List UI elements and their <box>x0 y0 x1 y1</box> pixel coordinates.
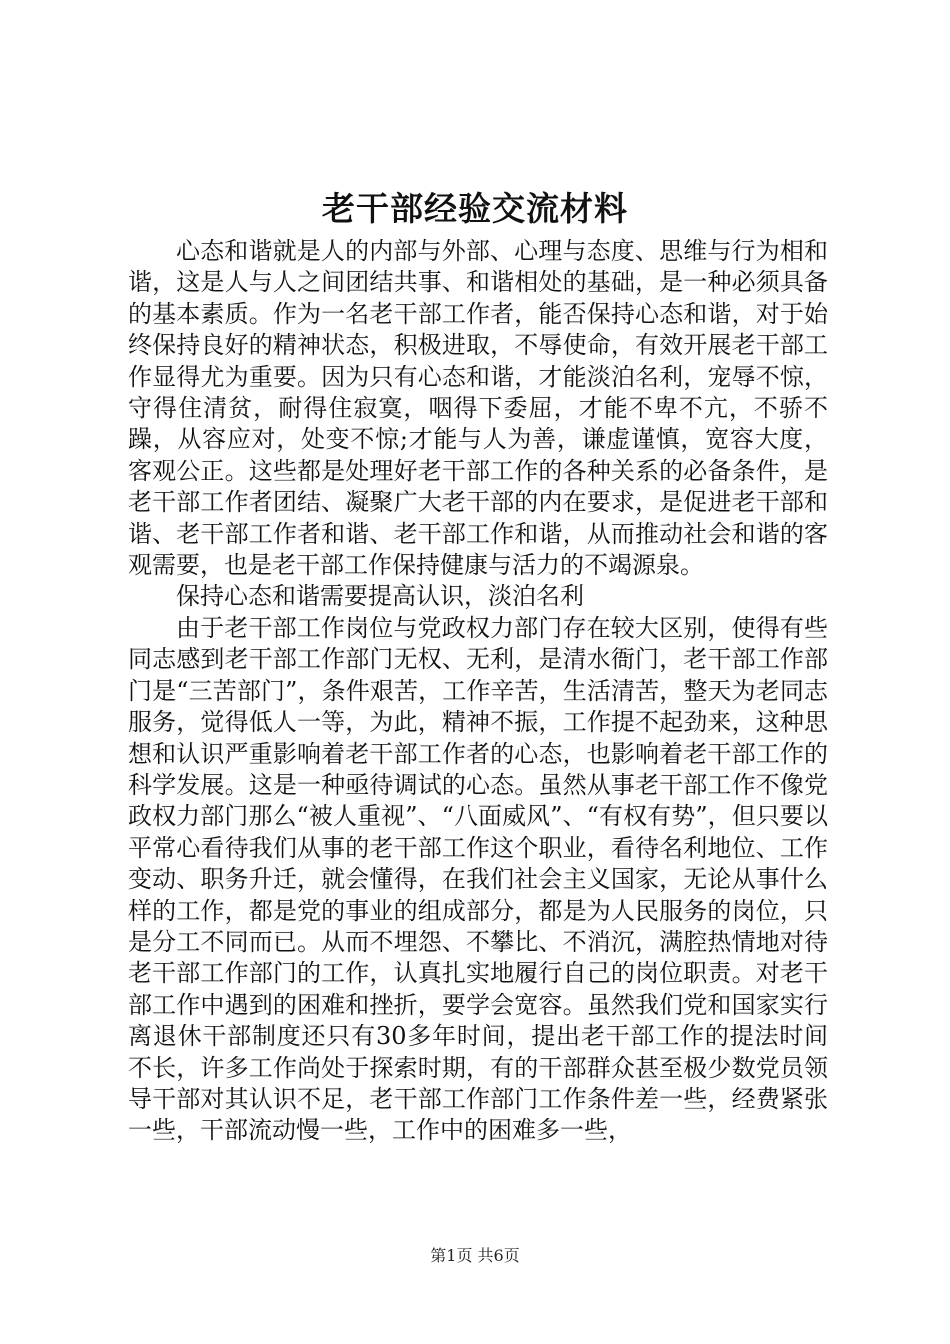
section-heading: 保持心态和谐需要提高认识，淡泊名利 <box>176 582 584 611</box>
paragraph-intro: 心态和谐就是人的内部与外部、心理与态度、思维与行为相和谐，这是人与人之间团结共事、和谐相处的基础，是一种必须具备的基本素质。作为一名老干部工作者，能否保持心态和谐，对于始终保持良好的精神状态，积极进取，不辱使命，有效开展老干部工作显得尤为重要。因为只有心态和谐，才能淡泊名利，宠辱不惊，守得住清贫，耐得住寂寞，咽得下委屈，才能不卑不亢，不骄不躁，从容应对，处变不惊;才能与人为善，谦虚谨慎，宽容大度，客观公正。这些都是处理好老干部工作的各种关系的必备条件，是老干部工作者团结、凝聚广大老干部的内在要求，是促进老干部和谐、老干部工作者和谐、老干部工作和谐，从而推动社会和谐的客观需要，也是老干部工作保持健康与活力的不竭源泉。 <box>128 237 828 580</box>
document-title: 老干部经验交流材料 <box>322 189 628 228</box>
paragraph-body: 由于老干部工作岗位与党政权力部门存在较大区别，使得有些同志感到老干部工作部门无权、无利，是清水衙门，老干部工作部门是“三苦部门”，条件艰苦，工作辛苦，生活清苦，整天为老同志服务，觉得低人一等，为此，精神不振，工作提不起劲来，这种思想和认识严重影响着老干部工作者的心态，也影响着老干部工作的科学发展。这是一种亟待调试的心态。虽然从事老干部工作不像党政权力部门那么“被人重视”、“八面威风”、“有权有势”，但只要以平常心看待我们从事的老干部工作这个职业，看待名利地位、工作变动、职务升迁，就会懂得，在我们社会主义国家，无论从事什么样的工作，都是党的事业的组成部分，都是为人民服务的岗位，只是分工不同而已。从而不埋怨、不攀比、不消沉，满腔热情地对待老干部工作部门的工作，认真扎实地履行自己的岗位职责。对老干部工作中遇到的困难和挫折，要学会宽容。虽然我们党和国家实行离退休干部制度还只有30多年时间，提出老干部工作的提法时间不长，许多工作尚处于探索时期，有的干部群众甚至极少数党员领导干部对其认识不足，老干部工作部门工作条件差一些，经费紧张一些，干部流动慢一些，工作中的困难多一些， <box>128 613 828 1145</box>
document-body <box>128 236 828 1147</box>
page-footer: 第1页 共6页 <box>430 1246 520 1265</box>
